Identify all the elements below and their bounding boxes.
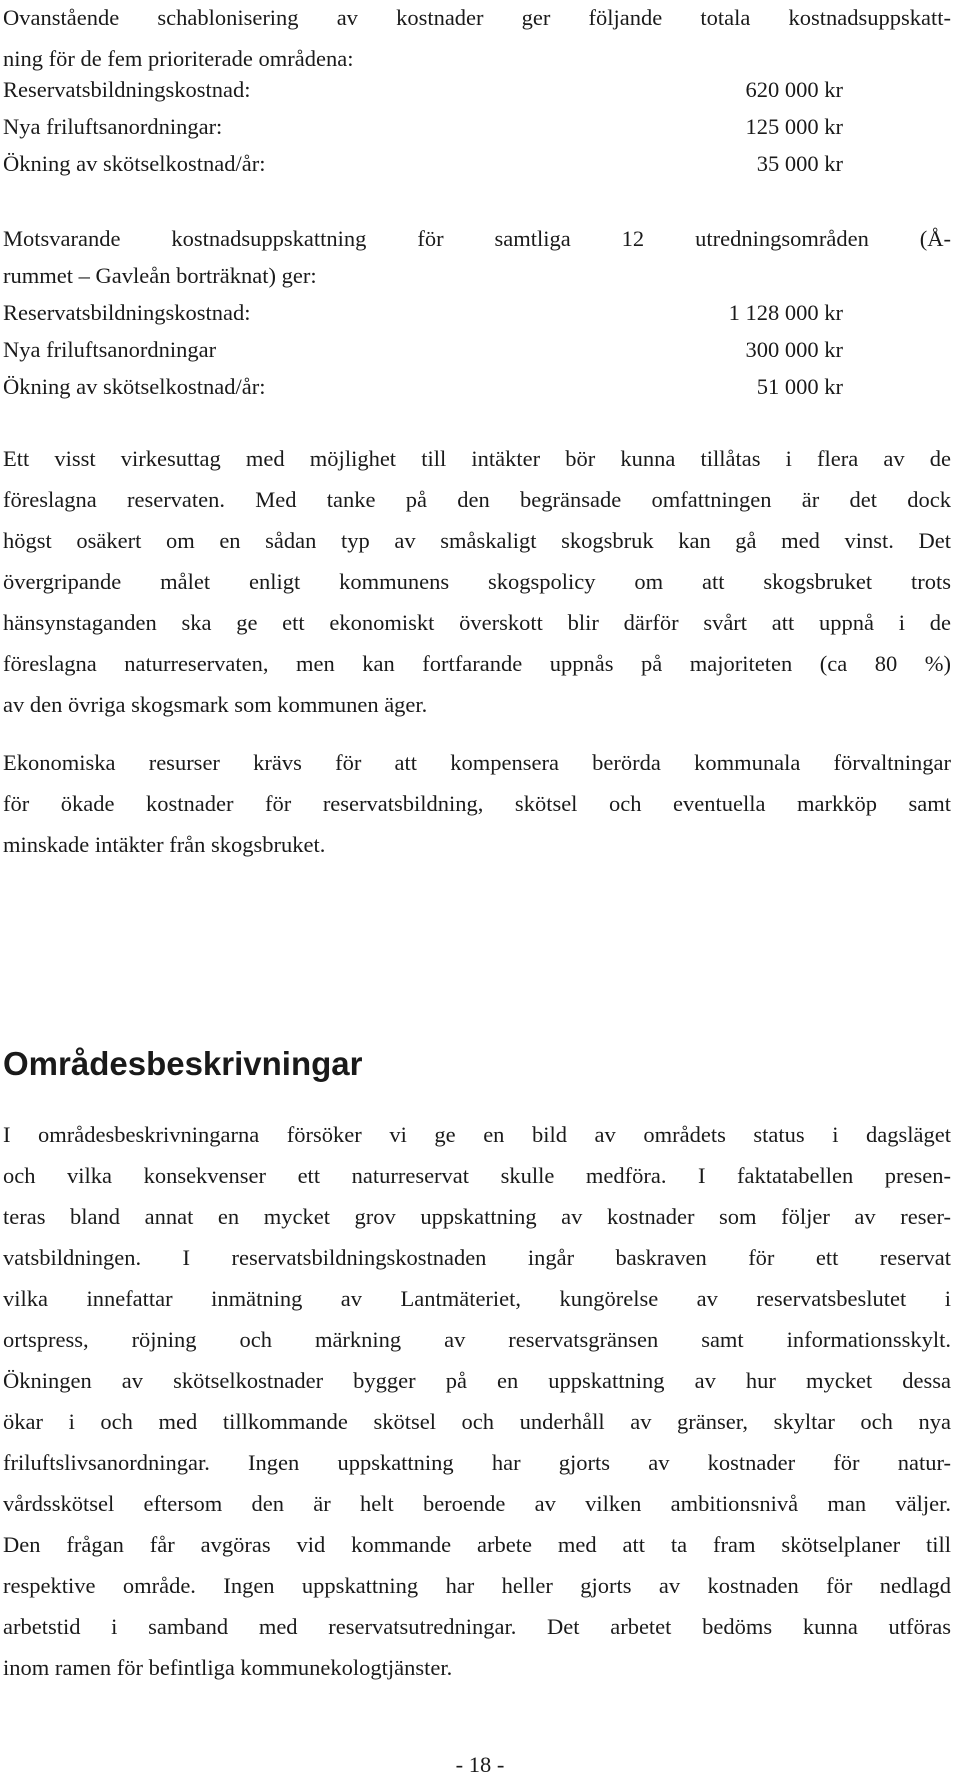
- paragraph-line: minskade intäkter från skogsbruket.: [3, 832, 326, 857]
- cost-label: Nya friluftsanordningar:: [3, 114, 223, 139]
- paragraph-line: av den övriga skogsmark som kommunen äger.: [3, 692, 428, 717]
- paragraph-line: Motsvarande kostnadsuppskattning för samtliga 12 utredningsområden (Å-: [3, 226, 951, 251]
- cost-row: [3, 366, 951, 407]
- paragraph-line: vårdsskötsel eftersom den är helt beroende av vilken ambitionsnivå man väljer.: [3, 1491, 951, 1516]
- paragraph-line: föreslagna reservaten. Med tanke på den begränsade omfattningen är det dock: [3, 487, 951, 512]
- cost-value: 51 000 kr: [756, 374, 843, 399]
- intro-line: Ovanstående schablonisering av kostnader ger följande totala kostnadsuppskatt-: [3, 5, 951, 30]
- paragraph-line: och vilka konsekvenser ett naturreservat skulle medföra. I faktatabellen presen-: [3, 1163, 951, 1188]
- intro-paragraph: [3, 0, 951, 79]
- cost-value: 35 000 kr: [756, 151, 843, 176]
- cost-value: 1 128 000 kr: [728, 300, 843, 325]
- paragraph-line: hänsynstaganden ska ge ett ekonomiskt överskott blir därför svårt att uppnå i de: [3, 610, 951, 635]
- paragraph-line: för ökade kostnader för reservatsbildning, skötsel och eventuella markköp samt: [3, 791, 951, 816]
- cost-value: 125 000 kr: [745, 114, 843, 139]
- paragraph-line: övergripande målet enligt kommunens skogspolicy om att skogsbruket trots: [3, 569, 951, 594]
- cost-row: [3, 143, 951, 184]
- cost-label: Reservatsbildningskostnad:: [3, 77, 251, 102]
- forestry-paragraph: [3, 438, 951, 725]
- cost-label: Nya friluftsanordningar: [3, 337, 217, 362]
- paragraph-line: I områdesbeskrivningarna försöker vi ge en bild av områdets status i dagsläget: [3, 1122, 951, 1147]
- paragraph-line: Ett visst virkesuttag med möjlighet till intäkter bör kunna tillåtas i flera av de: [3, 446, 951, 471]
- cost-row: [3, 106, 951, 147]
- page-number: - 18 -: [455, 1752, 505, 1777]
- paragraph-line: vilka innefattar inmätning av Lantmäteriet, kungörelse av reservatsbeslutet i: [3, 1286, 951, 1311]
- paragraph-line: föreslagna naturreservaten, men kan fortfarande uppnås på majoriteten (ca 80 %): [3, 651, 951, 676]
- paragraph-line: Ökningen av skötselkostnader bygger på en uppskattning av hur mycket dessa: [3, 1368, 951, 1393]
- paragraph-line: Den frågan får avgöras vid kommande arbete med att ta fram skötselplaner till: [3, 1532, 951, 1557]
- paragraph-line: högst osäkert om en sådan typ av småskaligt skogsbruk kan gå med vinst. Det: [3, 528, 951, 553]
- paragraph-line: ortspress, röjning och märkning av reservatsgränsen samt informationsskylt.: [3, 1327, 951, 1352]
- paragraph-line: rummet – Gavleån borträknat) ger:: [3, 263, 317, 288]
- intro-line: ning för de fem prioriterade områdena:: [3, 46, 354, 71]
- paragraph-line: respektive område. Ingen uppskattning har heller gjorts av kostnaden för nedlagd: [3, 1573, 951, 1598]
- descriptions-paragraph: [3, 1114, 951, 1688]
- all-areas-paragraph: [3, 218, 951, 296]
- paragraph-line: teras bland annat en mycket grov uppskattning av kostnader som följer av reser-: [3, 1204, 951, 1229]
- priority-costs-list: [3, 69, 951, 184]
- paragraph-line: ökar i och med tillkommande skötsel och underhåll av gränser, skyltar och nya: [3, 1409, 951, 1434]
- section-heading: Områdesbeskrivningar: [3, 1045, 363, 1082]
- paragraph-line: vatsbildningen. I reservatsbildningskostnaden ingår baskraven för ett reservat: [3, 1245, 951, 1270]
- cost-label: Reservatsbildningskostnad:: [3, 300, 251, 325]
- paragraph-line: arbetstid i samband med reservatsutredningar. Det arbetet bedöms kunna utföras: [3, 1614, 951, 1639]
- cost-row: [3, 69, 951, 110]
- paragraph-line: friluftslivsanordningar. Ingen uppskattning har gjorts av kostnader för natur-: [3, 1450, 951, 1475]
- cost-value: 620 000 kr: [745, 77, 843, 102]
- cost-label: Ökning av skötselkostnad/år:: [3, 374, 266, 399]
- cost-label: Ökning av skötselkostnad/år:: [3, 151, 266, 176]
- resources-paragraph: [3, 742, 951, 865]
- all-costs-list: [3, 292, 951, 407]
- paragraph-line: inom ramen för befintliga kommunekologtjänster.: [3, 1655, 453, 1680]
- cost-row: [3, 292, 951, 333]
- cost-row: [3, 329, 951, 370]
- cost-value: 300 000 kr: [745, 337, 843, 362]
- paragraph-line: Ekonomiska resurser krävs för att kompensera berörda kommunala förvaltningar: [3, 750, 951, 775]
